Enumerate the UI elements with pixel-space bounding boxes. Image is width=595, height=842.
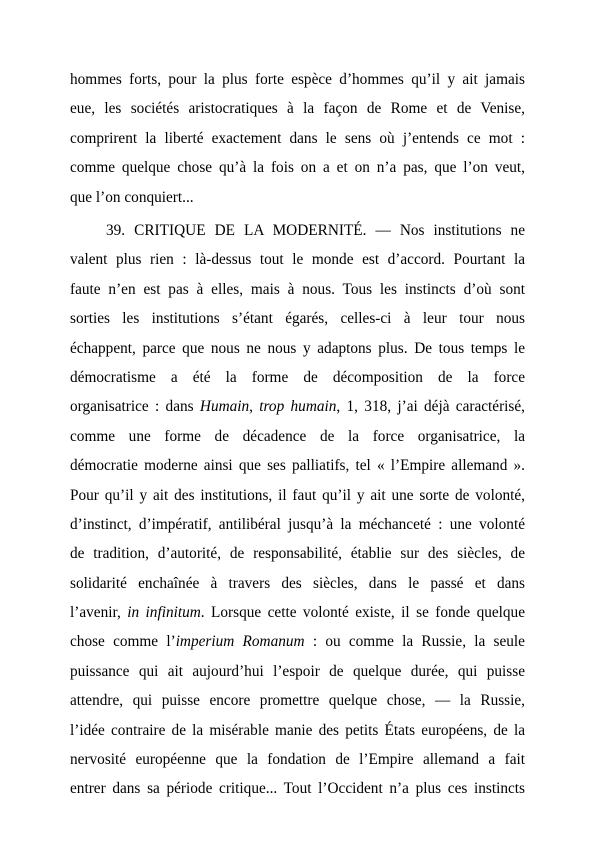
text-line: hommes forts, pour la plus forte espèce d’hommes qu’il y ait jamais [70, 71, 525, 88]
text-line: l’avenir, in infinitum. Lorsque cette volonté existe, il se fonde quelque [70, 604, 525, 622]
section-heading-line: 39. CRITIQUE DE LA MODERNITÉ. — Nos institutions ne [106, 222, 525, 239]
text-line: valent plus rien : là-dessus tout le monde est d’accord. Pourtant la [70, 251, 525, 269]
text-line: démocratie moderne ainsi que ses palliatifs, tel « l’Empire allemand ». [70, 457, 525, 475]
text-line: eue, les sociétés aristocratiques à la façon de Rome et de Venise, [70, 100, 525, 118]
text-line: organisatrice : dans Humain, trop humain, 1, 318, j’ai déjà caractérisé, [70, 398, 526, 416]
text-line: nervosité européenne que la fondation de l’Empire allemand a fait [70, 751, 525, 769]
text-line: l’idée contraire de la misérable manie des petits États européens, de la [70, 721, 525, 739]
text-line: que l’on conquiert... [70, 188, 194, 206]
text-line: chose comme l’imperium Romanum : ou comme la Russie, la seule [70, 633, 525, 651]
text-line: comprirent la liberté exactement dans le sens où j’entends ce mot : [70, 129, 525, 147]
text-line: attendre, qui puisse encore promettre quelque chose, — la Russie, [70, 692, 525, 710]
text-line: échappent, parce que nous ne nous y adaptons plus. De tous temps le [70, 339, 525, 357]
text-line: comme quelque chose qu’à la fois on a et on n’a pas, que l’on veut, [70, 159, 525, 177]
text-line: puissance qui ait aujourd’hui l’espoir de quelque durée, qui puisse [70, 662, 525, 680]
text-line: de tradition, d’autorité, de responsabilité, établie sur des siècles, de [70, 545, 525, 563]
text-line: démocratisme a été la forme de décomposition de la force [70, 368, 525, 386]
text-line: entrer dans sa période critique... Tout l’Occident n’a plus ces instincts [70, 780, 525, 798]
text-line: comme une forme de décadence de la force organisatrice, la [70, 427, 525, 445]
text-line: Pour qu’il y ait des institutions, il faut qu’il y ait une sorte de volonté, [70, 486, 525, 504]
latin-phrase-imperium-romanum: imperium Romanum [175, 633, 305, 651]
text-line: sorties les institutions s’étant égarés, celles-ci à leur tour nous [70, 310, 525, 328]
paragraph-39-critique-de-la-modernite [70, 216, 525, 804]
text-line: faute n’en est pas à elles, mais à nous. Tous les instincts d’où sont [70, 280, 525, 298]
text-line: d’instinct, d’impératif, antilibéral jusqu’à la méchanceté : une volonté [70, 515, 525, 533]
text-line: solidarité enchaînée à travers des siècles, dans le passé et dans [70, 574, 525, 592]
paragraph-1 [70, 65, 525, 212]
book-title-humain-trop-humain: Humain, trop humain [199, 398, 337, 416]
latin-phrase-in-infinitum: in infinitum [127, 604, 201, 622]
